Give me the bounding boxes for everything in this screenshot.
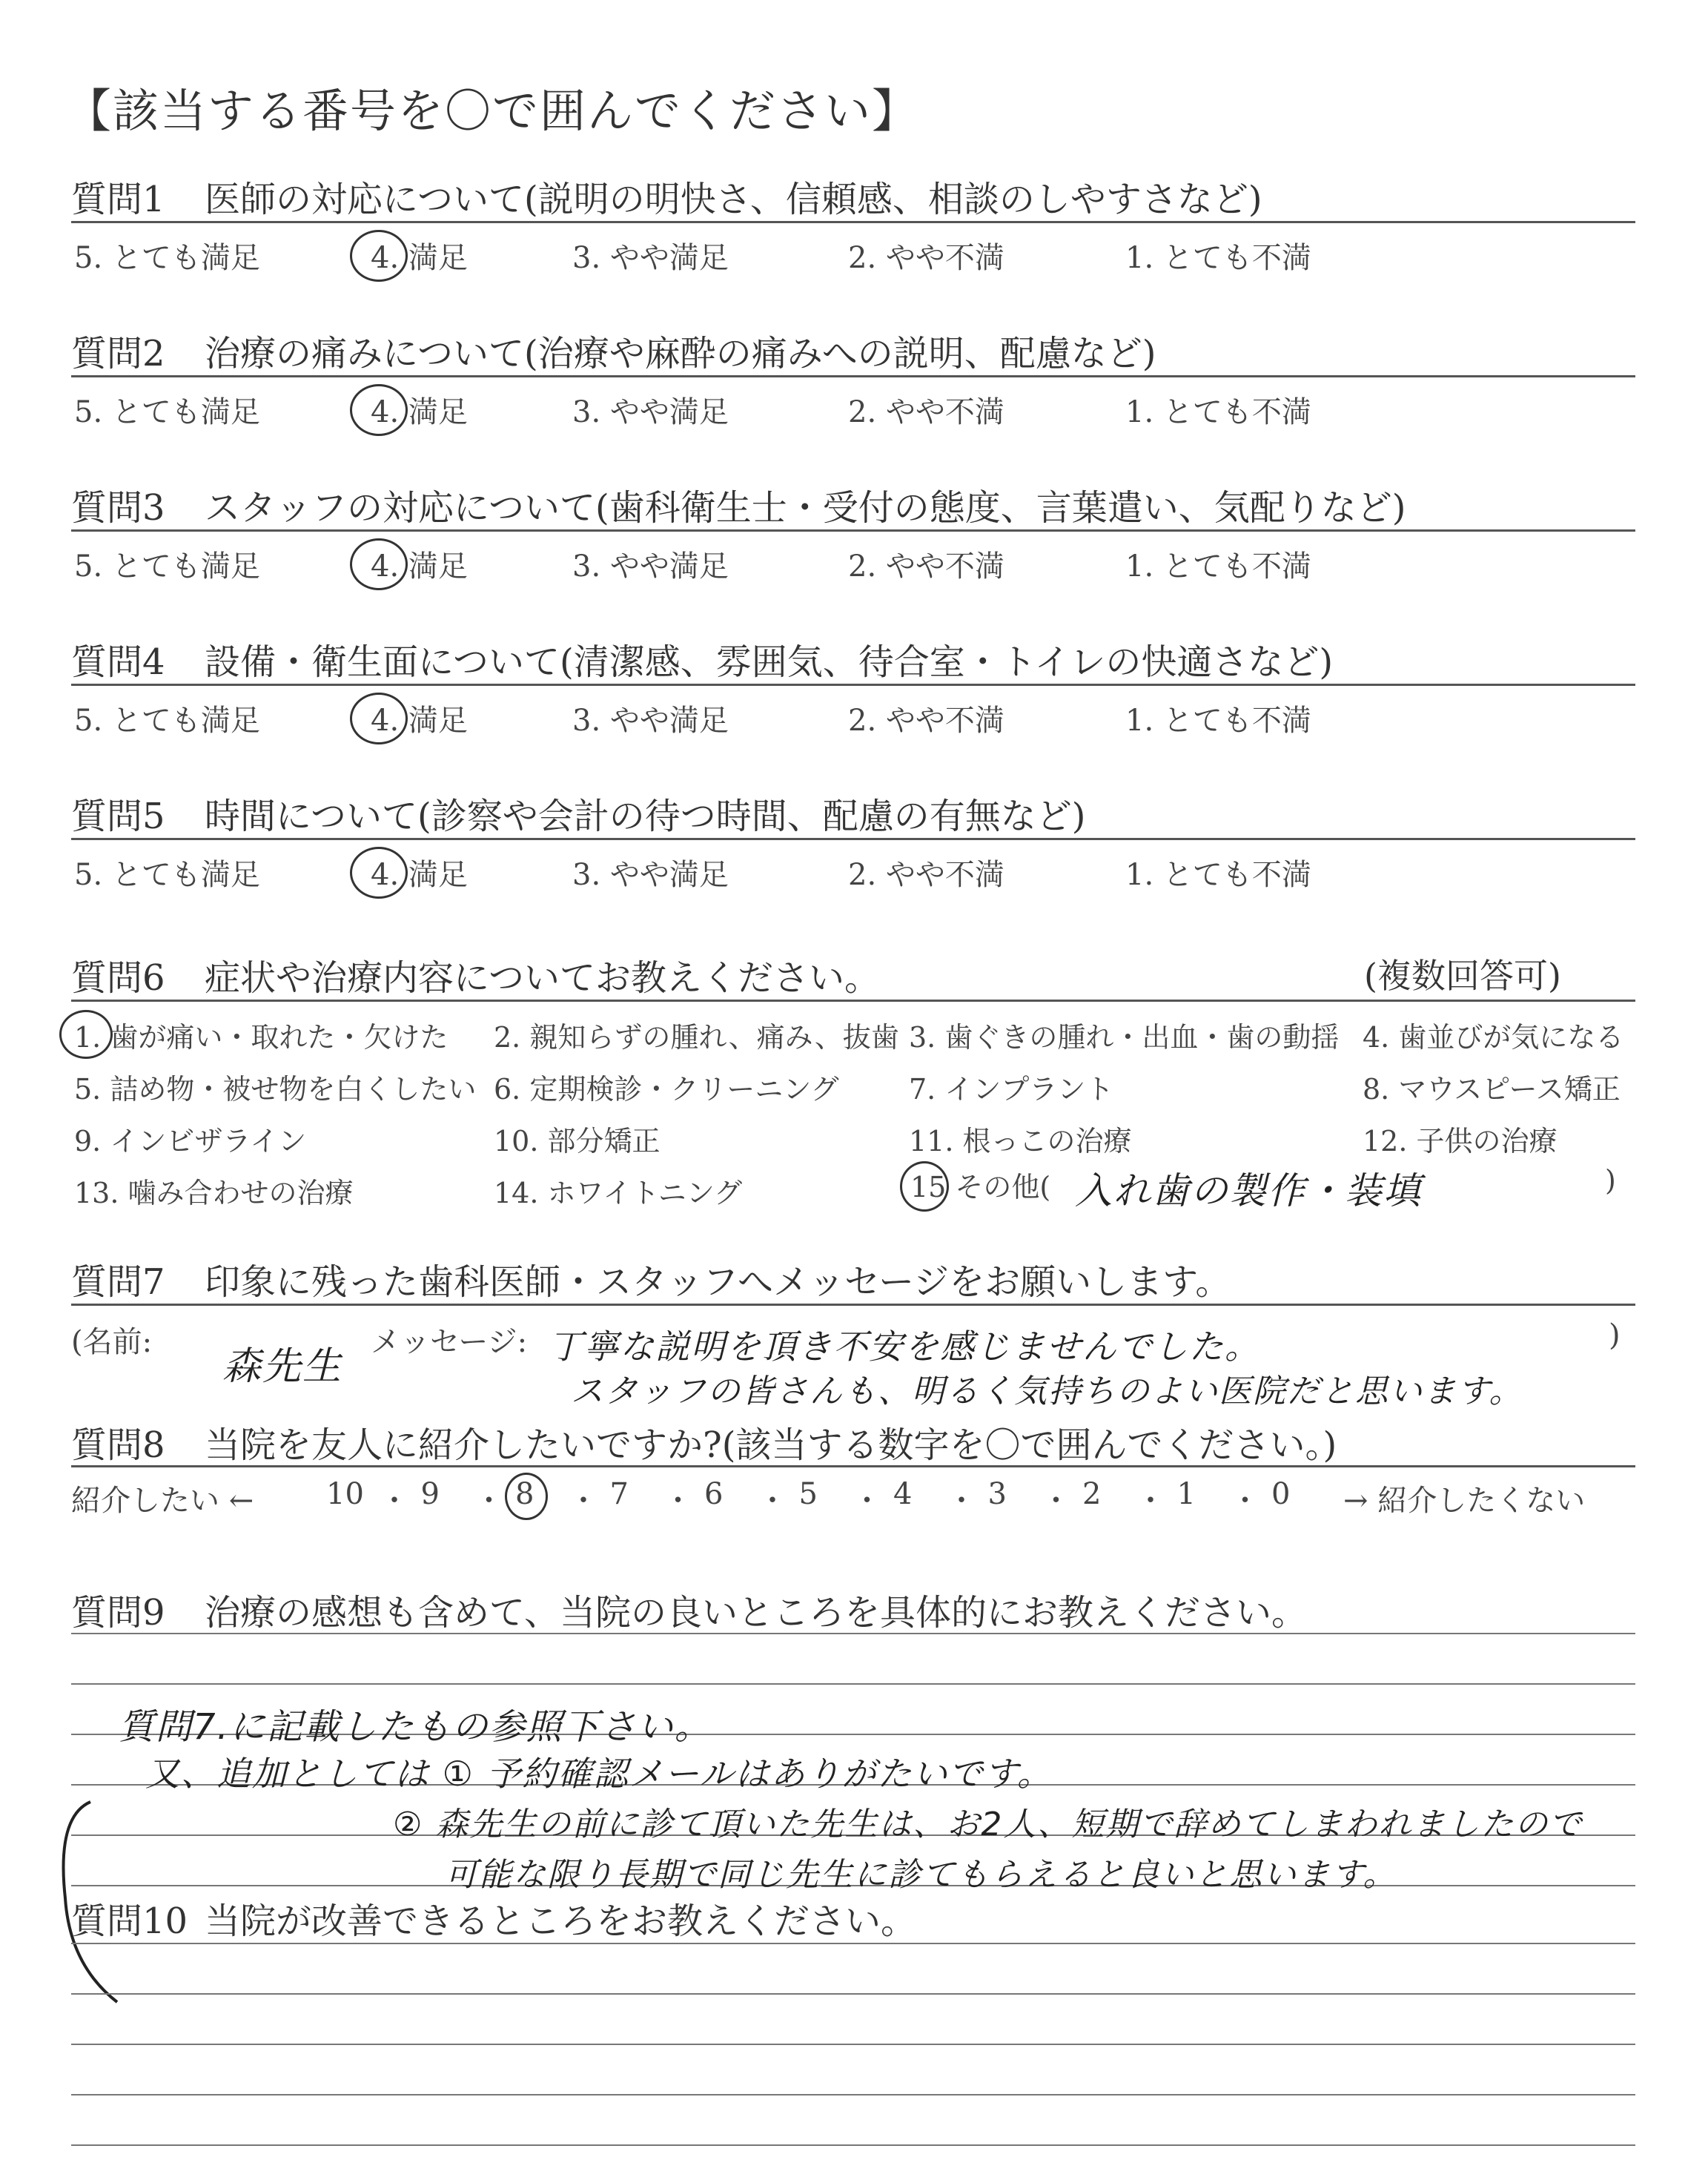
q3-number: 質問3: [71, 487, 165, 529]
q8-scale-separator: ・: [1136, 1484, 1165, 1518]
q6-other-close: ): [1605, 1164, 1616, 1197]
q8-rule: [71, 1465, 1635, 1467]
q8-scale-10[interactable]: 10: [326, 1477, 364, 1511]
q8-scale-separator: ・: [947, 1484, 976, 1518]
q7-rule: [71, 1304, 1635, 1306]
q3-rule: [71, 529, 1635, 532]
q5-title: [71, 787, 1086, 839]
q4-title: [71, 633, 1333, 684]
q4-option-2[interactable]: 2. やや不満: [848, 704, 1004, 738]
q7-number: 質問7: [71, 1261, 165, 1303]
q6-selected-circle-15: [900, 1161, 949, 1212]
q4-selected-circle: [350, 693, 408, 744]
q2-rule: [71, 375, 1635, 377]
q8-title: [71, 1416, 1337, 1467]
q3-text: スタッフの対応について(歯科衛生士・受付の態度、言葉遣い、気配りなど): [205, 487, 1406, 529]
q6-other-answer[interactable]: 入れ歯の製作・装填: [1075, 1169, 1422, 1212]
q10-line-1: [71, 1993, 1635, 1995]
q6-option-3[interactable]: 3. 歯ぐきの腫れ・出血・歯の動揺: [909, 1021, 1340, 1054]
q8-left-label: 紹介したい ←: [71, 1484, 254, 1518]
q7-name-value[interactable]: 森先生: [222, 1344, 343, 1389]
q9-line-1: [71, 1683, 1635, 1685]
q8-scale-5[interactable]: 5: [798, 1477, 818, 1511]
q2-title: [71, 325, 1156, 376]
q8-scale-separator: ・: [1041, 1484, 1071, 1518]
q6-number: 質問6: [71, 957, 165, 999]
q6-selected-circle-1: [59, 1010, 113, 1059]
q4-option-5[interactable]: 5. とても満足: [74, 704, 260, 738]
q8-number: 質問8: [71, 1424, 165, 1466]
q4-number: 質問4: [71, 641, 165, 683]
q8-scale-7[interactable]: 7: [609, 1477, 629, 1511]
q6-multiple-note: (複数回答可): [1364, 956, 1561, 996]
q1-number: 質問1: [71, 179, 165, 220]
q3-option-4[interactable]: 4. 満足: [371, 549, 468, 584]
q5-option-5[interactable]: 5. とても満足: [74, 858, 260, 892]
q9-title: [71, 1584, 1307, 1635]
q2-option-5[interactable]: 5. とても満足: [74, 395, 260, 429]
q9-answer-line-1[interactable]: 質問7.に記載したもの参照下さい。: [119, 1706, 712, 1748]
q8-scale-4[interactable]: 4: [893, 1477, 913, 1511]
q6-option-13[interactable]: 13. 噛み合わせの治療: [74, 1177, 354, 1209]
q2-text: 治療の痛みについて(治療や麻酔の痛みへの説明、配慮など): [205, 333, 1156, 374]
q1-option-3[interactable]: 3. やや満足: [572, 241, 729, 275]
q10-text: 当院が改善できるところをお教えください。: [205, 1900, 917, 1942]
q6-option-6[interactable]: 6. 定期検診・クリーニング: [494, 1073, 839, 1106]
q4-option-1[interactable]: 1. とても不満: [1125, 704, 1311, 738]
q6-option-5[interactable]: 5. 詰め物・被せ物を白くしたい: [74, 1073, 477, 1106]
q6-text: 症状や治療内容についてお教えください。: [205, 957, 881, 999]
q1-option-5[interactable]: 5. とても満足: [74, 241, 260, 275]
q8-scale-0[interactable]: 0: [1271, 1477, 1291, 1511]
q10-line-4: [71, 2144, 1635, 2146]
q9-line-0: [71, 1633, 1635, 1634]
q3-title: [71, 479, 1406, 530]
q1-selected-circle: [350, 230, 408, 282]
q4-rule: [71, 684, 1635, 686]
q3-selected-circle: [350, 538, 408, 590]
q1-rule: [71, 221, 1635, 223]
q8-right-label: → 紹介したくない: [1343, 1484, 1586, 1518]
q5-number: 質問5: [71, 796, 165, 837]
q3-option-3[interactable]: 3. やや満足: [572, 549, 729, 584]
q10-line-3: [71, 2094, 1635, 2095]
q8-scale-separator: ・: [1230, 1484, 1260, 1518]
q2-option-2[interactable]: 2. やや不満: [848, 395, 1004, 429]
q1-option-2[interactable]: 2. やや不満: [848, 241, 1004, 275]
q6-option-1[interactable]: 1. 歯が痛い・取れた・欠けた: [74, 1021, 448, 1054]
q7-message-line1[interactable]: 丁寧な説明を頂き不安を感じませんでした。: [549, 1327, 1260, 1367]
q5-option-3[interactable]: 3. やや満足: [572, 858, 729, 892]
q2-selected-circle: [350, 384, 408, 436]
q8-scale-9[interactable]: 9: [420, 1477, 440, 1511]
q2-option-3[interactable]: 3. やや満足: [572, 395, 729, 429]
q5-option-1[interactable]: 1. とても不満: [1125, 858, 1311, 892]
form-heading: 【該当する番号を〇で囲んでください】: [65, 84, 920, 138]
q6-rule: [71, 1000, 1635, 1002]
q10-number: 質問10: [71, 1900, 188, 1942]
q8-text: 当院を友人に紹介したいですか?(該当する数字を〇で囲んでください。): [205, 1424, 1337, 1466]
q6-title: [71, 949, 880, 1000]
q4-option-4[interactable]: 4. 満足: [371, 704, 468, 738]
q1-option-1[interactable]: 1. とても不満: [1125, 241, 1311, 275]
q5-rule: [71, 838, 1635, 840]
q1-title: [71, 171, 1262, 222]
q9-answer-line-2[interactable]: 又、追加としては ① 予約確認メールはありがたいです。: [145, 1754, 1053, 1794]
q5-selected-circle: [350, 847, 408, 899]
q6-option-4[interactable]: 4. 歯並びが気になる: [1363, 1021, 1624, 1054]
q8-scale-separator: ・: [758, 1484, 787, 1518]
q6-option-9[interactable]: 9. インビザライン: [74, 1125, 307, 1157]
q8-scale-separator: ・: [569, 1484, 598, 1518]
q10-line-0: [71, 1943, 1635, 1944]
q8-scale-1[interactable]: 1: [1176, 1477, 1196, 1511]
q3-option-5[interactable]: 5. とても満足: [74, 549, 260, 584]
q3-option-2[interactable]: 2. やや不満: [848, 549, 1004, 584]
q9-number: 質問9: [71, 1592, 165, 1634]
q10-line-2: [71, 2044, 1635, 2045]
q6-option-8[interactable]: 8. マウスピース矯正: [1363, 1073, 1621, 1106]
q8-scale-separator: ・: [474, 1484, 504, 1518]
q8-scale-3[interactable]: 3: [987, 1477, 1007, 1511]
q8-selected-circle: [505, 1473, 548, 1520]
q5-text: 時間について(診察や会計の待つ時間、配慮の有無など): [205, 796, 1086, 837]
q5-option-4[interactable]: 4. 満足: [371, 858, 468, 892]
q1-option-4[interactable]: 4. 満足: [371, 241, 468, 275]
q2-number: 質問2: [71, 333, 165, 374]
q7-text: 印象に残った歯科医師・スタッフへメッセージをお願いします。: [205, 1261, 1231, 1303]
q6-option-14[interactable]: 14. ホワイトニング: [494, 1177, 743, 1209]
q8-scale-6[interactable]: 6: [704, 1477, 724, 1511]
q10-title: [71, 1892, 916, 1943]
q7-title: [71, 1253, 1231, 1304]
q7-message-close: ): [1609, 1318, 1621, 1353]
q1-text: 医師の対応について(説明の明快さ、信頼感、相談のしやすさなど): [205, 179, 1262, 220]
q3-option-1[interactable]: 1. とても不満: [1125, 549, 1311, 584]
q6-option-10[interactable]: 10. 部分矯正: [494, 1125, 661, 1157]
q8-scale-separator: ・: [380, 1484, 409, 1518]
q2-option-4[interactable]: 4. 満足: [371, 395, 468, 429]
q9-answer-line-3[interactable]: ② 森先生の前に診て頂いた先生は、お2人、短期で辞めてしまわれましたので: [393, 1806, 1583, 1843]
q9-text: 治療の感想も含めて、当院の良いところを具体的にお教えください。: [205, 1592, 1308, 1634]
q6-option-12[interactable]: 12. 子供の治療: [1363, 1125, 1558, 1157]
q8-scale-2[interactable]: 2: [1082, 1477, 1102, 1511]
q7-name-label: (名前:: [71, 1325, 153, 1359]
q5-option-2[interactable]: 2. やや不満: [848, 858, 1004, 892]
q7-message-label: メッセージ:: [371, 1325, 528, 1359]
q6-other-label: 15 その他(: [910, 1171, 1051, 1203]
q6-option-2[interactable]: 2. 親知らずの腫れ、痛み、抜歯: [494, 1021, 899, 1054]
q6-option-11[interactable]: 11. 根っこの治療: [909, 1125, 1132, 1157]
q4-option-3[interactable]: 3. やや満足: [572, 704, 729, 738]
q6-option-7[interactable]: 7. インプラント: [909, 1073, 1114, 1106]
q8-scale-separator: ・: [852, 1484, 882, 1518]
q4-text: 設備・衛生面について(清潔感、雰囲気、待合室・トイレの快適さなど): [205, 641, 1334, 683]
q8-scale-separator: ・: [663, 1484, 693, 1518]
q8-scale-8[interactable]: 8: [515, 1477, 534, 1511]
q2-option-1[interactable]: 1. とても不満: [1125, 395, 1311, 429]
q9-answer-line-4[interactable]: 可能な限り長期で同じ先生に診てもらえると良いと思います。: [445, 1856, 1397, 1894]
q7-message-line2[interactable]: スタッフの皆さんも、明るく気持ちのよい医院だと思います。: [571, 1373, 1523, 1410]
